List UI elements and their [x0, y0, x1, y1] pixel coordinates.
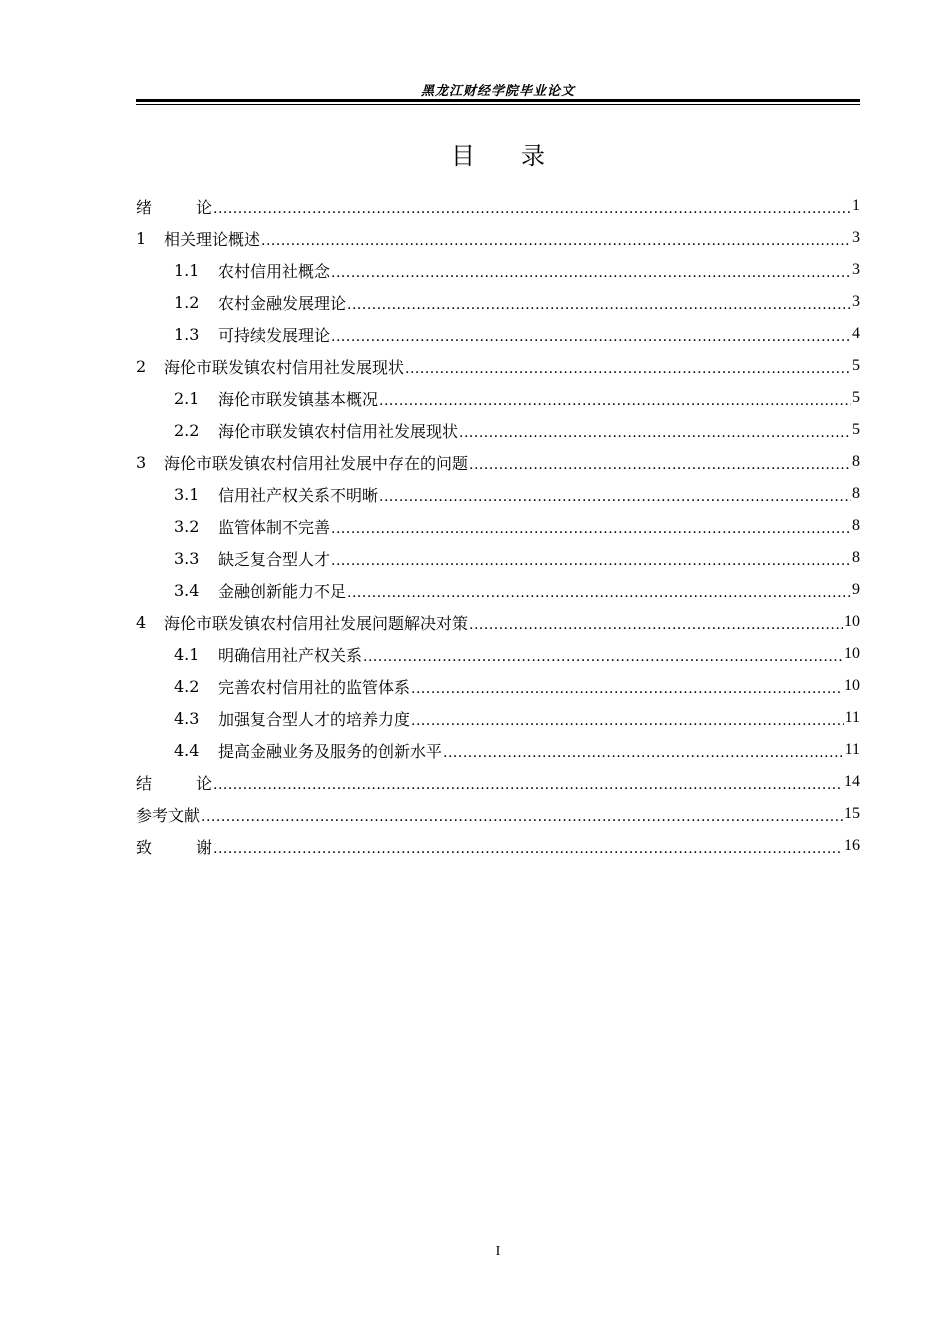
toc-page-number: 5 — [852, 357, 860, 374]
dot-leader — [469, 456, 851, 472]
toc-page-number: 3 — [852, 261, 860, 278]
toc-entry[interactable] — [136, 254, 860, 286]
toc-entry-label: 明确信用社产权关系 — [218, 645, 363, 665]
toc-entry-label: 绪 论 — [136, 197, 212, 217]
toc-page-number: 10 — [844, 645, 860, 662]
toc-entry-label: 加强复合型人才的培养力度 — [218, 709, 411, 729]
page-number-footer: I — [495, 1244, 501, 1259]
toc-entry-number: 3.4 — [174, 580, 200, 600]
toc-entry-label: 农村金融发展理论 — [218, 293, 347, 313]
toc-entry-number: 4 — [136, 612, 147, 632]
toc-entry-label: 海伦市联发镇农村信用社发展现状 — [164, 357, 405, 377]
toc-entry-number: 4.1 — [174, 644, 200, 664]
toc-entry-label: 提高金融业务及服务的创新水平 — [218, 741, 443, 761]
toc-entry[interactable] — [136, 286, 860, 318]
title-char-2: 录 — [521, 142, 545, 170]
toc-entry-label: 相关理论概述 — [164, 229, 261, 249]
toc-entry-number: 4.3 — [174, 708, 200, 728]
toc-entry-label: 海伦市联发镇基本概况 — [218, 389, 379, 409]
toc-entry-number: 1.3 — [174, 324, 200, 344]
toc-entry-number: 1 — [136, 228, 147, 248]
toc-entry-label: 缺乏复合型人才 — [218, 549, 331, 569]
toc-entry-number: 1.1 — [174, 260, 200, 280]
toc-entry-label: 海伦市联发镇农村信用社发展中存在的问题 — [164, 453, 469, 473]
toc-entry-number: 2.2 — [174, 420, 200, 440]
toc-entry-label: 农村信用社概念 — [218, 261, 331, 281]
toc-entry[interactable] — [136, 638, 860, 670]
toc-page-number: 10 — [844, 613, 860, 630]
toc-entry-number: 4.2 — [174, 676, 200, 696]
toc-entry[interactable] — [136, 350, 860, 382]
toc-entry[interactable] — [136, 510, 860, 542]
toc-page-number: 5 — [852, 389, 860, 406]
table-of-contents — [136, 190, 860, 862]
toc-entry-number: 2 — [136, 356, 147, 376]
dot-leader — [379, 392, 851, 408]
toc-entry[interactable] — [136, 670, 860, 702]
toc-entry[interactable] — [136, 478, 860, 510]
toc-entry-label: 信用社产权关系不明晰 — [218, 485, 379, 505]
toc-entry[interactable] — [136, 542, 860, 574]
toc-entry[interactable] — [136, 702, 860, 734]
dot-leader — [331, 552, 851, 568]
dot-leader — [213, 776, 843, 792]
toc-entry-label: 金融创新能力不足 — [218, 581, 347, 601]
dot-leader — [411, 712, 844, 728]
dot-leader — [363, 648, 843, 664]
dot-leader — [379, 488, 851, 504]
toc-page-number: 11 — [844, 741, 860, 758]
toc-entry[interactable] — [136, 446, 860, 478]
toc-page-number: 11 — [844, 709, 860, 726]
toc-entry-label: 结 论 — [136, 773, 212, 793]
toc-entry[interactable] — [136, 766, 860, 798]
toc-entry[interactable] — [136, 798, 860, 830]
toc-page-number: 5 — [852, 421, 860, 438]
toc-page-number: 15 — [844, 805, 860, 822]
dot-leader — [347, 296, 851, 312]
toc-entry-number: 3.2 — [174, 516, 200, 536]
toc-page-number: 1 — [852, 197, 860, 214]
toc-entry-number: 3.1 — [174, 484, 200, 504]
dot-leader — [201, 808, 843, 824]
dot-leader — [469, 616, 843, 632]
toc-page-number: 16 — [844, 837, 860, 854]
toc-page-number: 8 — [852, 517, 860, 534]
toc-entry-number: 3.3 — [174, 548, 200, 568]
toc-entry-label: 完善农村信用社的监管体系 — [218, 677, 411, 697]
toc-entry-number: 4.4 — [174, 740, 200, 760]
toc-entry-number: 2.1 — [174, 388, 200, 408]
toc-entry[interactable] — [136, 318, 860, 350]
title-char-1: 目 — [451, 142, 475, 170]
toc-entry-label: 海伦市联发镇农村信用社发展问题解决对策 — [164, 613, 469, 633]
dot-leader — [347, 584, 851, 600]
dot-leader — [443, 744, 844, 760]
toc-page-number: 8 — [852, 485, 860, 502]
toc-page-number: 10 — [844, 677, 860, 694]
toc-entry[interactable] — [136, 606, 860, 638]
dot-leader — [459, 424, 851, 440]
toc-page-number: 9 — [852, 581, 860, 598]
toc-page-number: 4 — [852, 325, 860, 342]
dot-leader — [213, 200, 851, 216]
toc-entry-label: 参考文献 — [136, 805, 201, 825]
toc-entry-label: 致 谢 — [136, 837, 212, 857]
toc-page-number: 8 — [852, 453, 860, 470]
header-rule-thin — [136, 104, 860, 105]
dot-leader — [213, 840, 843, 856]
running-header: 黑龙江财经学院毕业论文 — [420, 84, 575, 99]
toc-entry-label: 海伦市联发镇农村信用社发展现状 — [218, 421, 459, 441]
toc-entry[interactable] — [136, 734, 860, 766]
toc-entry[interactable] — [136, 222, 860, 254]
toc-entry-number: 3 — [136, 452, 147, 472]
toc-entry-number: 1.2 — [174, 292, 200, 312]
toc-entry[interactable] — [136, 830, 860, 862]
toc-page-number: 3 — [852, 229, 860, 246]
page-title — [136, 136, 860, 171]
toc-entry-label: 监管体制不完善 — [218, 517, 331, 537]
toc-entry[interactable] — [136, 190, 860, 222]
toc-entry[interactable] — [136, 382, 860, 414]
dot-leader — [331, 328, 851, 344]
dot-leader — [331, 520, 851, 536]
toc-entry[interactable] — [136, 574, 860, 606]
dot-leader — [411, 680, 843, 696]
dot-leader — [405, 360, 851, 376]
toc-entry-label: 可持续发展理论 — [218, 325, 331, 345]
toc-page-number: 3 — [852, 293, 860, 310]
header-rule-thick — [136, 99, 860, 102]
toc-entry[interactable] — [136, 414, 860, 446]
dot-leader — [261, 232, 851, 248]
dot-leader — [331, 264, 851, 280]
toc-page-number: 8 — [852, 549, 860, 566]
toc-page-number: 14 — [844, 773, 860, 790]
